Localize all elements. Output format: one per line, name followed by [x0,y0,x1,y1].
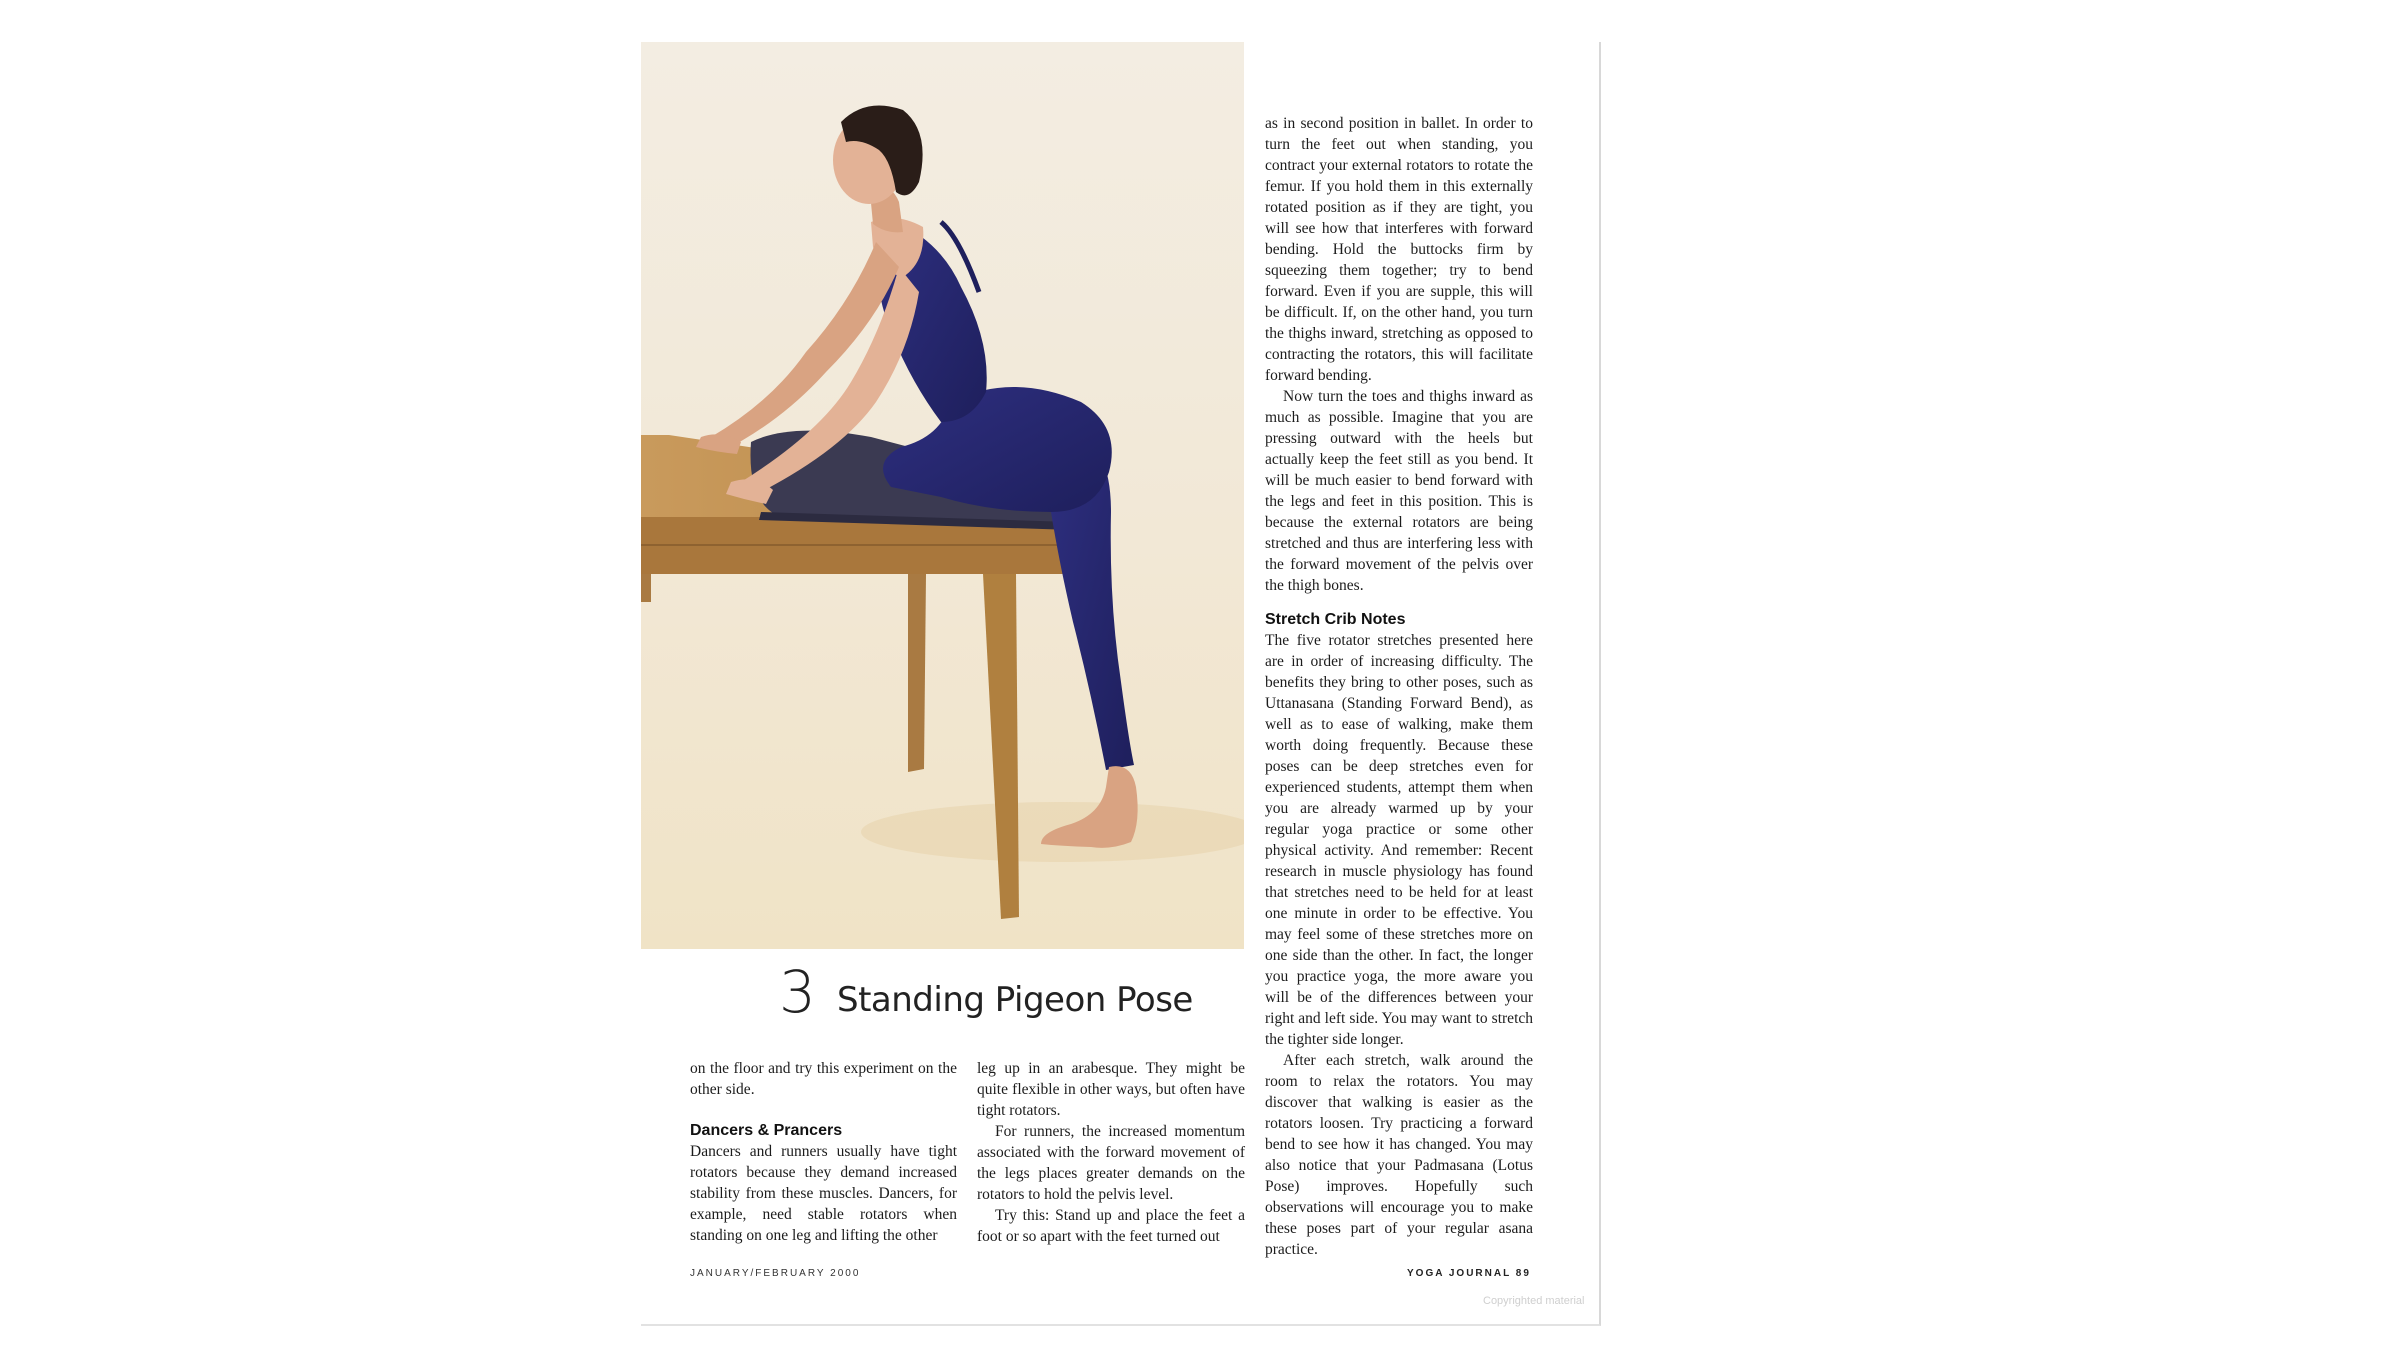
section-heading: Dancers & Prancers [690,1122,843,1139]
page-folio: YOGA JOURNAL 89 [1407,1268,1531,1279]
paragraph: on the floor and try this experiment on the other side. [690,1060,957,1098]
text-column-1 [690,1058,957,1246]
text-column-3 [1265,113,1533,1260]
pose-number: 3 [779,958,816,1026]
pose-photo [641,42,1244,949]
pose-caption [641,954,1244,1054]
paragraph: After each stretch, walk around the room to relax the rotators. You may discover that walking is easier as the rotators loosen. Try practicing a forward bend to see how it has changed. You may also notice that your Padmasana (Lotus Pose) improves. Hopefully such observations will encourage you to make these poses part of your regular asana practice. [1265,1052,1533,1258]
section-heading: Stretch Crib Notes [1265,611,1406,628]
issue-date: JANUARY/FEBRUARY 2000 [690,1268,861,1279]
paragraph: as in second position in ballet. In order to turn the feet out when standing, you contract your external rotators to rotate the femur. If you hold them in this externally rotated position as if they are tight, you will see how that interferes with forward bending. Hold the buttocks firm by squeezing them together; try to bend forward. Even if you are supple, this will be difficult. If, on the other hand, you turn the thighs inward, stretching as opposed to contracting the rotators, this will facilitate forward bending. [1265,115,1533,384]
copyright-watermark: Copyrighted material [1483,1295,1585,1307]
paragraph: Now turn the toes and thighs inward as much as possible. Imagine that you are pressing outward with the heels but actually keep the feet still as you bend. It will be much easier to bend forward with the legs and feet in this position. This is because the external rotators are being stretched and thus are interfering less with the forward movement of the pelvis over the thigh bones. [1265,388,1533,594]
paragraph: The five rotator stretches presented here are in order of increasing difficulty. The benefits they bring to other poses, such as Uttanasana (Standing Forward Bend), as well as to ease of walking, make them worth doing frequently. Because these poses can be deep stretches even for experienced students, attempt them when you are already warmed up by your regular yoga practice or some other physical activity. And remember: Recent research in muscle physiology has found that stretches need to be held for at least one minute in order to be effective. You may feel some of these stretches more on one side than the other. In fact, the longer you practice yoga, the more aware you will be of the differences between your right and left side. You may want to stretch the tighter side longer. [1265,632,1533,1048]
paragraph: Try this: Stand up and place the feet a foot or so apart with the feet turned out [977,1207,1245,1245]
pose-title: Standing Pigeon Pose [837,980,1193,1020]
magazine-page [641,42,1601,1326]
paragraph: For runners, the increased momentum associated with the forward movement of the legs places greater demands on the rotators to hold the pelvis level. [977,1123,1245,1203]
text-column-2 [977,1058,1245,1247]
paragraph: leg up in an arabesque. They might be quite flexible in other ways, but often have tight rotators. [977,1060,1245,1119]
paragraph: Dancers and runners usually have tight rotators because they demand increased stability from these muscles. Dancers, for example, need stable rotators when standing on one leg and lifting the other [690,1143,957,1244]
